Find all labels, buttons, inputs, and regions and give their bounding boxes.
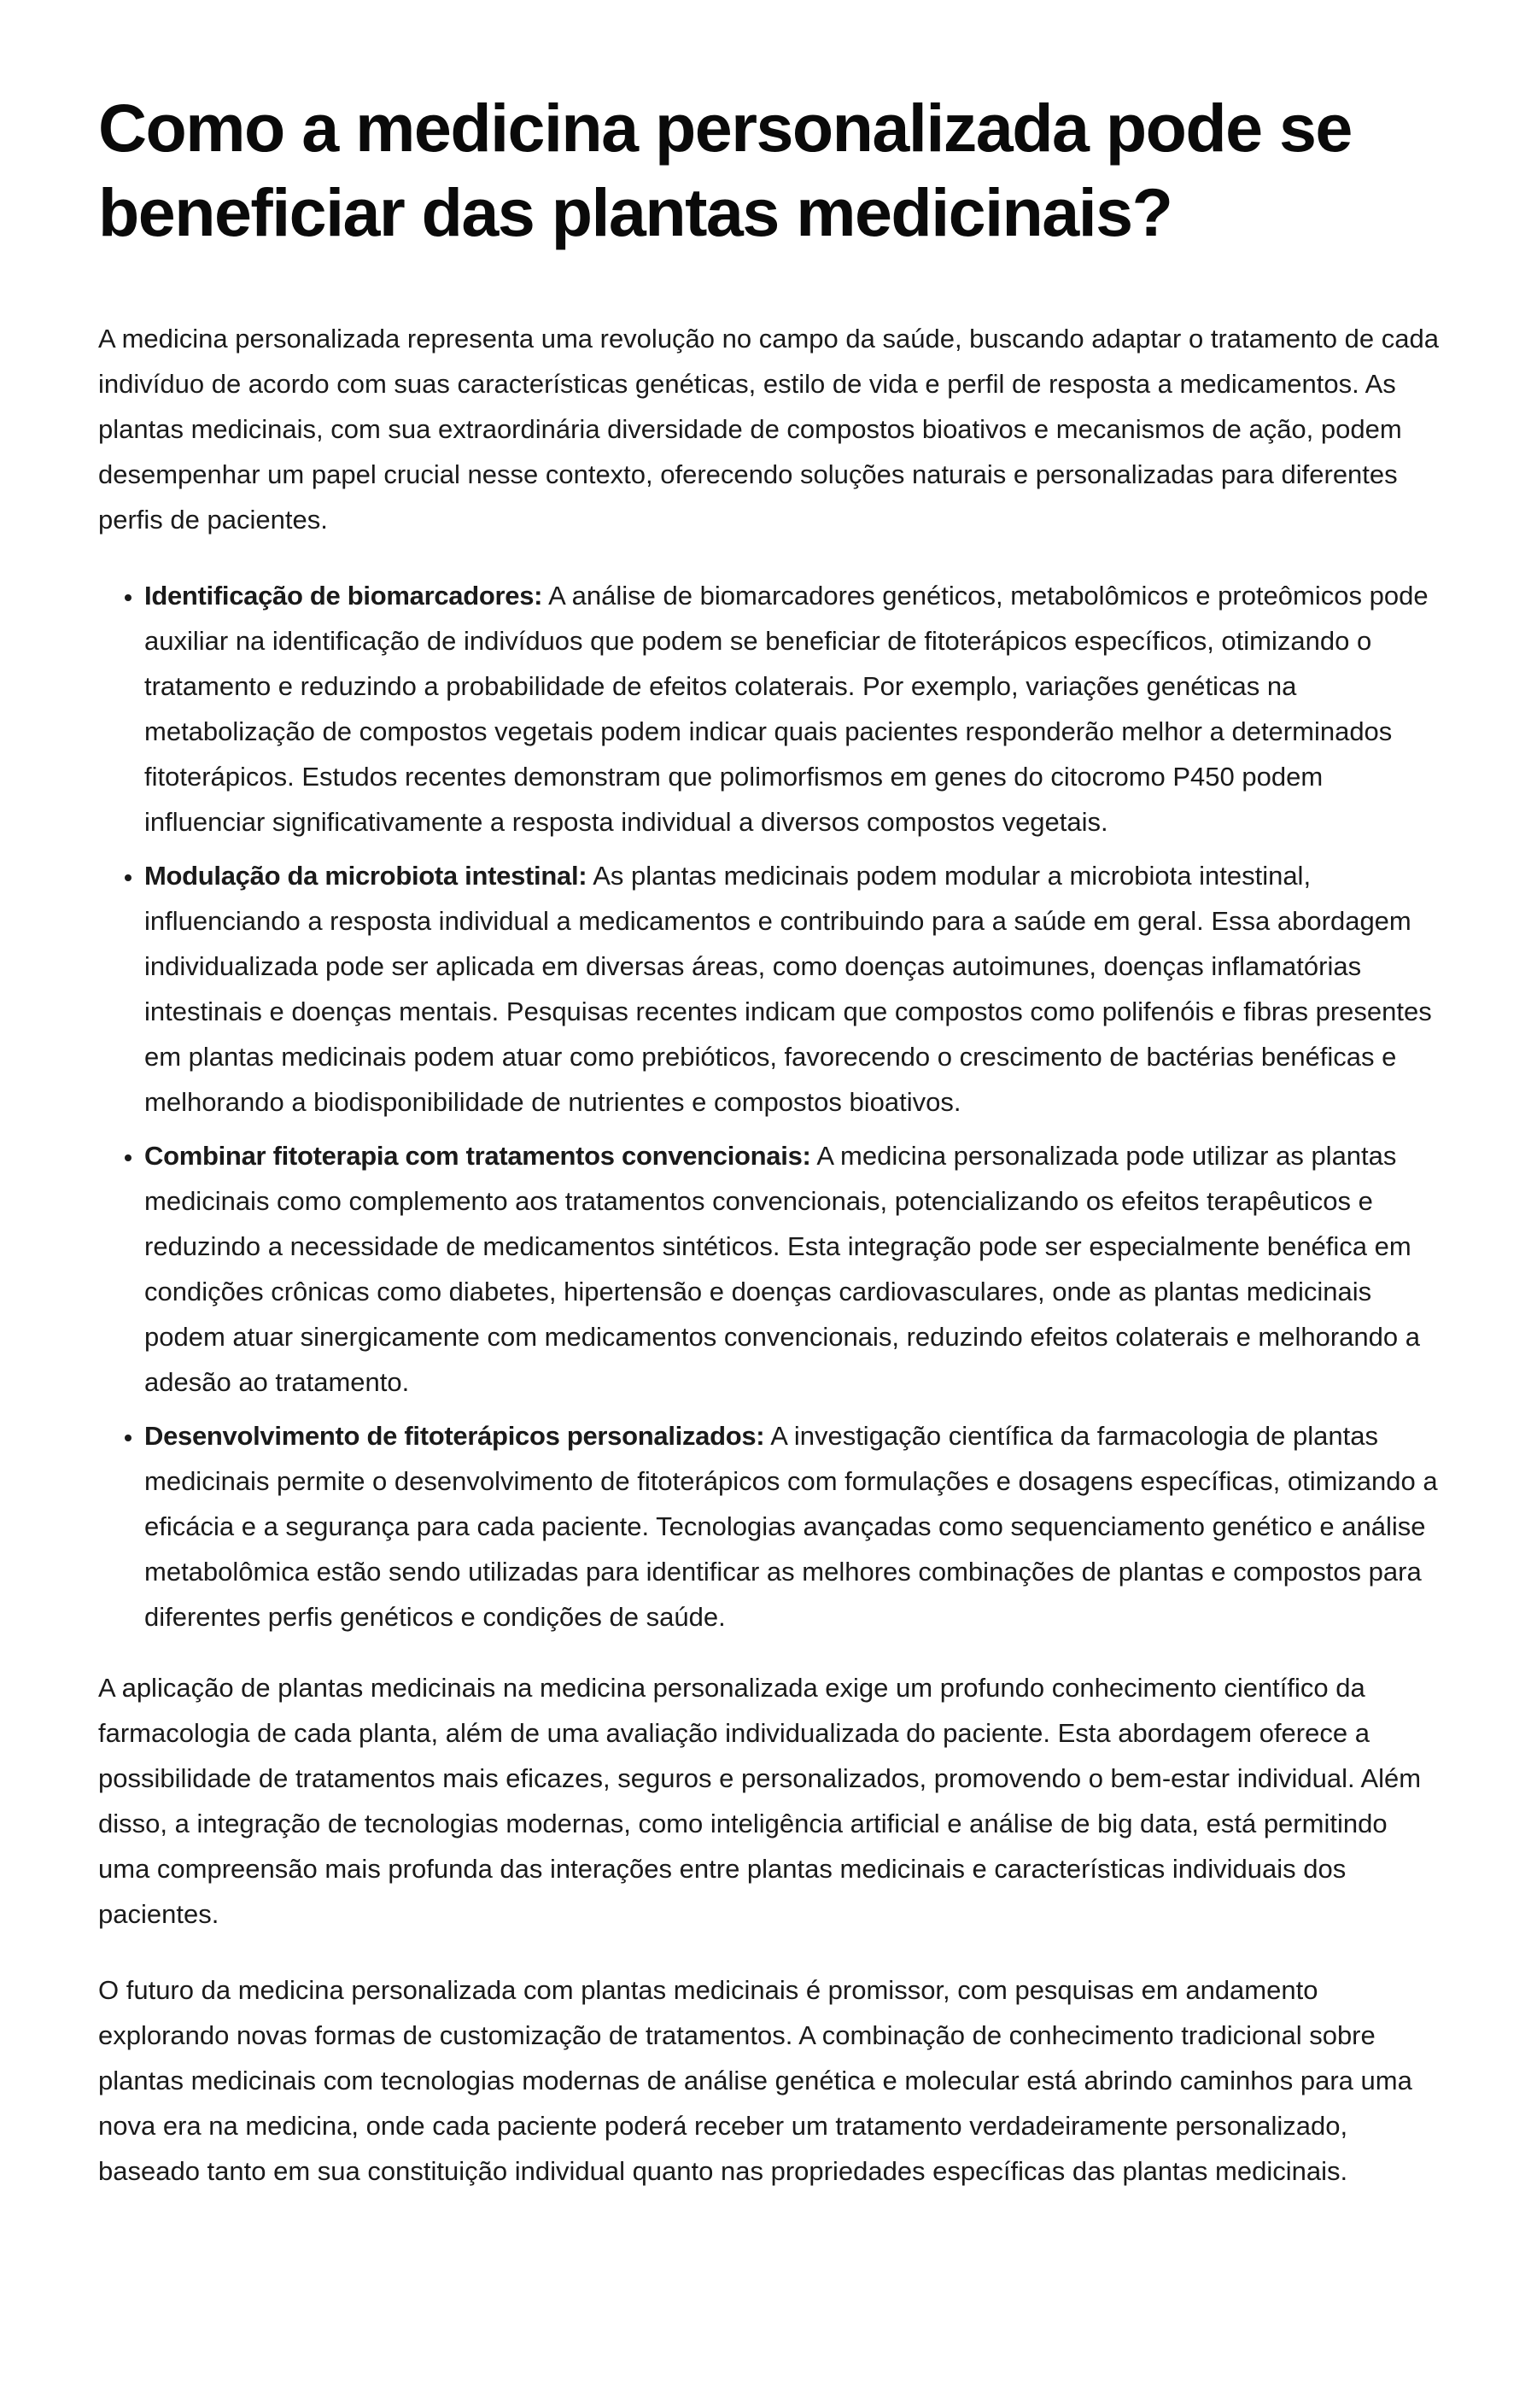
page-title: Como a medicina personalizada pode se beneficiar das plantas medicinais?: [98, 90, 1352, 250]
list-item: [144, 573, 1441, 845]
intro-paragraph: A medicina personalizada representa uma revolução no campo da saúde, buscando adaptar o tratamento de cada indivíduo de acordo com suas características genéticas, estilo de vida e perfil de resposta a medicamentos. As plantas medicinais, com sua extraordinária diversidade de compostos bioativos e mecanismos de ação, podem desempenhar um papel crucial nesse contexto, oferecendo soluções naturais e personalizadas para diferentes perfis de pacientes.: [98, 324, 1439, 535]
list-item-label: Desenvolvimento de fitoterápicos personalizados:: [144, 1421, 765, 1451]
list-item-label: Combinar fitoterapia com tratamentos convencionais:: [144, 1141, 811, 1171]
list-item-label: Identificação de biomarcadores:: [144, 581, 543, 611]
list-item: [144, 1133, 1441, 1405]
body-paragraph: A aplicação de plantas medicinais na medicina personalizada exige um profundo conhecimento científico da farmacologia de cada planta, além de uma avaliação individualizada do paciente. Esta abordagem oferece a possibilidade de tratamentos mais eficazes, seguros e personalizados, promovendo o bem-estar individual. Além disso, a integração de tecnologias modernas, como inteligência artificial e análise de big data, está permitindo uma compreensão mais profunda das interações entre plantas medicinais e características individuais dos pacientes.: [98, 1673, 1422, 1929]
list-item: [144, 1413, 1441, 1639]
list-item: [144, 853, 1441, 1125]
list-item-text: A análise de biomarcadores genéticos, metabolômicos e proteômicos pode auxiliar na identificação de indivíduos que podem se beneficiar de fitoterápicos específicos, otimizando o tratamento e reduzindo a probabilidade de efeitos colaterais. Por exemplo, variações genéticas na metabolização de compostos vegetais podem indicar quais pacientes responderão melhor a determinados fitoterápicos. Estudos recentes demonstram que polimorfismos em genes do citocromo P450 podem influenciar significativamente a resposta individual a diversos compostos vegetais.: [144, 581, 1429, 837]
benefits-list: [98, 573, 1441, 1639]
list-item-text: A investigação científica da farmacologia de plantas medicinais permite o desenvolvimento de fitoterápicos com formulações e dosagens específicas, otimizando a eficácia e a segurança para cada paciente. Tecnologias avançadas como sequenciamento genético e análise metabolômica estão sendo utilizadas para identificar as melhores combinações de plantas e compostos para diferentes perfis genéticos e condições de saúde.: [144, 1421, 1438, 1632]
list-item-text: A medicina personalizada pode utilizar as plantas medicinais como complemento aos tratamentos convencionais, potencializando os efeitos terapêuticos e reduzindo a necessidade de medicamentos sintéticos. Esta integração pode ser especialmente benéfica em condições crônicas como diabetes, hipertensão e doenças cardiovasculares, onde as plantas medicinais podem atuar sinergicamente com medicamentos convencionais, reduzindo efeitos colaterais e melhorando a adesão ao tratamento.: [144, 1141, 1420, 1397]
conclusion-paragraph: O futuro da medicina personalizada com plantas medicinais é promissor, com pesquisas em andamento explorando novas formas de customização de tratamentos. A combinação de conhecimento tradicional sobre plantas medicinais com tecnologias modernas de análise genética e molecular está abrindo caminhos para uma nova era na medicina, onde cada paciente poderá receber um tratamento verdadeiramente personalizado, baseado tanto em sua constituição individual quanto nas propriedades específicas das plantas medicinais.: [98, 1975, 1412, 2186]
list-item-text: As plantas medicinais podem modular a microbiota intestinal, influenciando a resposta individual a medicamentos e contribuindo para a saúde em geral. Essa abordagem individualizada pode ser aplicada em diversas áreas, como doenças autoimunes, doenças inflamatórias intestinais e doenças mentais. Pesquisas recentes indicam que compostos como polifenóis e fibras presentes em plantas medicinais podem atuar como prebióticos, favorecendo o crescimento de bactérias benéficas e melhorando a biodisponibilidade de nutrientes e compostos bioativos.: [144, 861, 1432, 1117]
list-item-label: Modulação da microbiota intestinal:: [144, 861, 587, 891]
